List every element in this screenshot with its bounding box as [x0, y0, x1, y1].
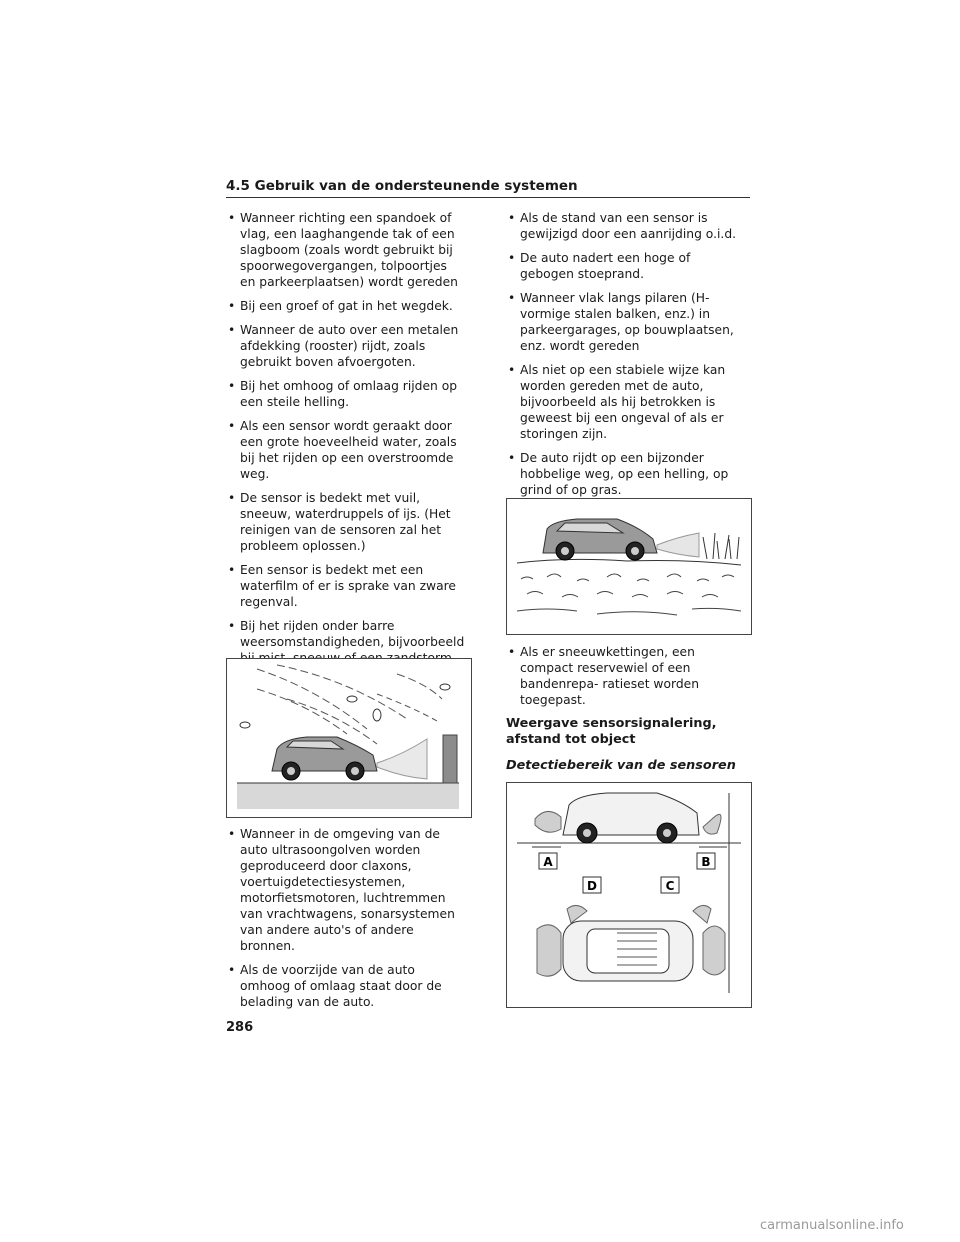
- rough-road-illustration: [506, 498, 752, 635]
- left-bullet-list-2: [226, 826, 466, 1010]
- list-item: • Als de voorzijde van de auto omhoog of omlaag staat door de belading van de auto.: [226, 962, 466, 1010]
- right-bullet-list-2: [506, 644, 750, 708]
- sensor-range-illustration: [506, 782, 752, 1008]
- list-item: • Als er sneeuwkettingen, een compact reservewiel of een bandenrepa- ratieset worden toegepast.: [506, 644, 750, 708]
- list-item: • Als niet op een stabiele wijze kan worden gereden met de auto, bijvoorbeeld als hij betrokken is geweest bij een ongeval of als er storingen zijn.: [506, 362, 746, 442]
- label-a: A: [543, 855, 553, 869]
- section-header: 4.5 Gebruik van de ondersteunende systemen: [226, 178, 750, 198]
- watermark: carmanualsonline.info: [760, 1218, 904, 1233]
- list-item: • De sensor is bedekt met vuil, sneeuw, waterdruppels of ijs. (Het reinigen van de sensoren zal het probleem oplossen.): [226, 490, 466, 554]
- list-item: • Wanneer richting een spandoek of vlag, een laaghangende tak of een slagboom (zoals wordt gebruikt bij spoorwegovergangen, tolpoortjes en parkeerplaatsen) wordt gereden: [226, 210, 466, 290]
- rough-road-drawing: [507, 499, 751, 634]
- left-column: [226, 210, 466, 698]
- label-d: D: [587, 879, 597, 893]
- list-item: • Een sensor is bedekt met een waterfilm of er is sprake van zware regenval.: [226, 562, 466, 610]
- list-item: • Wanneer in de omgeving van de auto ultrasoongolven worden geproduceerd door claxons, voertuigdetectiesystemen, motorfietsmotoren, luchtremmen van vrachtwagens, sonarsystemen van andere auto's of andere bronnen.: [226, 826, 466, 954]
- right-bullet-list: [506, 210, 746, 498]
- list-item: • Bij het rijden onder barre weersomstandigheden, bijvoorbeeld: [226, 618, 466, 666]
- sub-title: Detectiebereik van de sensoren: [506, 758, 736, 773]
- right-lower-text: [506, 644, 750, 774]
- right-column: [506, 210, 746, 506]
- list-item: • Bij het omhoog of omlaag rijden op een steile helling.: [226, 378, 466, 410]
- list-item: • Wanneer vlak langs pilaren (H-vormige stalen balken, enz.) in parkeergarages, op bouwplaatsen, enz. wordt gereden: [506, 290, 746, 354]
- list-item: • Als de stand van een sensor is gewijzigd door een aanrijding o.i.d.: [506, 210, 746, 242]
- list-item: • De auto rijdt op een bijzonder hobbelige weg, op een helling, op grind of op gras.: [506, 450, 746, 498]
- list-item: • Als een sensor wordt geraakt door een grote hoeveelheid water, zoals bij het rijden op een overstroomde weg.: [226, 418, 466, 482]
- list-item: • Bij een groef of gat in het wegdek.: [226, 298, 466, 314]
- left-lower-text: [226, 826, 466, 1018]
- list-item: • De auto nadert een hoge of gebogen stoeprand.: [506, 250, 746, 282]
- label-b: B: [701, 855, 711, 869]
- sensor-range-drawing: [507, 783, 751, 1007]
- page-number: 286: [226, 1020, 254, 1035]
- wind-car-drawing: [227, 659, 471, 817]
- left-bullet-list: [226, 210, 466, 690]
- label-c: C: [665, 879, 675, 893]
- section-title: Weergave sensorsignalering, afstand tot object: [506, 716, 717, 747]
- wind-illustration: [226, 658, 472, 818]
- list-item: • Wanneer de auto over een metalen afdekking (rooster) rijdt, zoals gebruikt boven afvoergoten.: [226, 322, 466, 370]
